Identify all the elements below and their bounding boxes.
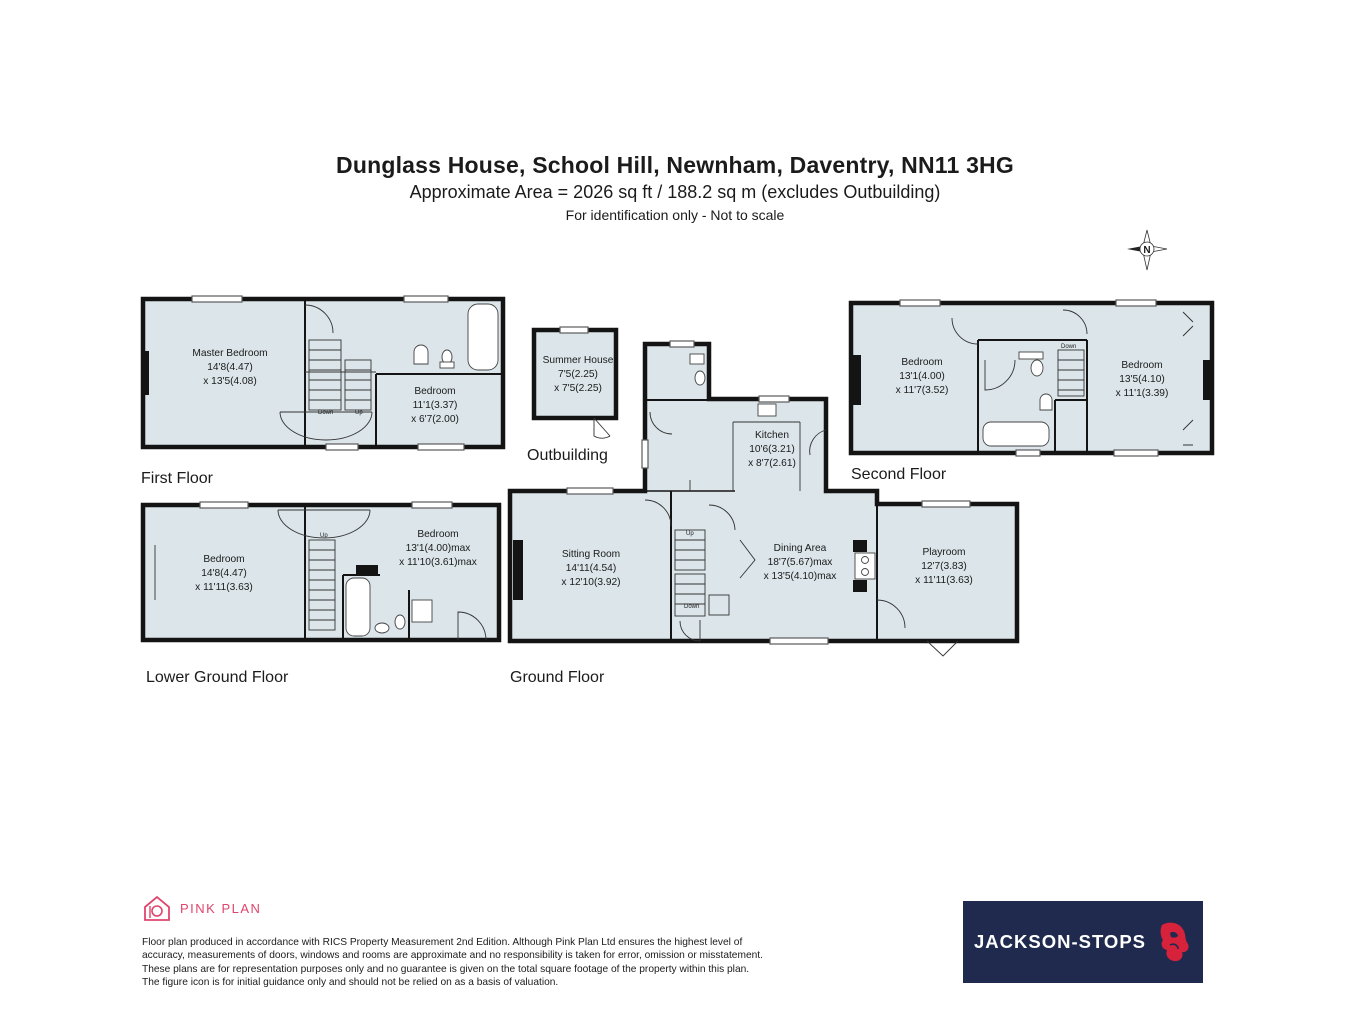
room-dim: x 11'11(3.63): [195, 582, 253, 593]
floor-label-lower-ground: Lower Ground Floor: [146, 669, 289, 686]
room-dim: x 6'7(2.00): [411, 414, 459, 425]
agent-logo: [963, 901, 1203, 983]
room-dim: 13'1(4.00): [899, 371, 945, 382]
room-dim: 7'5(2.25): [558, 369, 598, 380]
room-dim: 14'11(4.54): [565, 563, 617, 574]
room-dim: x 11'1(3.39): [1115, 388, 1169, 399]
room-dim: 12'7(3.83): [921, 561, 967, 572]
room-dim: x 11'11(3.63): [915, 575, 973, 586]
floor-label-ground: Ground Floor: [510, 669, 605, 686]
room-dim: 14'8(4.47): [201, 568, 247, 579]
floor-label-first: First Floor: [141, 470, 213, 487]
room-name: Summer House: [542, 355, 614, 366]
floor-label-second: Second Floor: [851, 466, 947, 483]
stair-label-up: Up: [320, 533, 328, 539]
room-name: Playroom: [922, 547, 966, 558]
lion-crest-icon: [1156, 919, 1192, 965]
pink-plan-logo: [142, 894, 261, 922]
stair-label-down: Down: [318, 410, 334, 416]
room-dim: x 11'7(3.52): [895, 385, 949, 396]
room-dim: 10'6(3.21): [749, 444, 795, 455]
room-name: Bedroom: [203, 554, 245, 565]
stair-label-down: Down: [1061, 344, 1077, 350]
pink-plan-name: PINK PLAN: [180, 900, 262, 916]
room-dim: 11'1(3.37): [412, 400, 458, 411]
room-dim: x 13'5(4.08): [203, 376, 257, 387]
room-name: Bedroom: [417, 529, 459, 540]
disclaimer-text: Floor plan produced in accordance with RICS Property Measurement 2nd Edition. Although Pink Plan Ltd ensures the highest level of accuracy, measurements of doors, windows and rooms are approximate and no responsibility is taken for error, omission or misstatement. These plans are for representation purposes only and no guarantee is given on the total square footage of the property within this plan. The figure icon is for initial guidance only and should not be relied on as a basis of valuation.: [142, 937, 763, 988]
room-dim: 13'1(4.00)max: [405, 543, 471, 554]
compass-label: N: [1143, 245, 1151, 256]
room-dim: 14'8(4.47): [207, 362, 253, 373]
room-dim: x 8'7(2.61): [748, 458, 796, 469]
agent-name: JACKSON-STOPS: [974, 931, 1146, 952]
floor-label-outbuilding: Outbuilding: [527, 447, 608, 464]
room-name: Dining Area: [773, 543, 827, 554]
room-name: Bedroom: [901, 357, 943, 368]
room-dim: 13'5(4.10): [1119, 374, 1165, 385]
stair-label-up: Up: [686, 531, 694, 537]
room-dim: 18'7(5.67)max: [767, 557, 833, 568]
room-name: Sitting Room: [561, 549, 621, 560]
approximate-area: Approximate Area = 2026 sq ft / 188.2 sq m (excludes Outbuilding): [409, 182, 941, 202]
room-dim: x 12'10(3.92): [561, 577, 621, 588]
property-title: Dunglass House, School Hill, Newnham, Daventry, NN11 3HG: [336, 152, 1014, 178]
first-floor-plan: [141, 296, 503, 450]
outbuilding-plan: [534, 327, 616, 438]
house-logo-icon: [142, 894, 172, 922]
room-dim: x 7'5(2.25): [554, 383, 602, 394]
room-name: Bedroom: [414, 386, 456, 397]
stair-label-down: Down: [684, 604, 700, 610]
scale-note: For identification only - Not to scale: [565, 207, 785, 223]
room-dim: x 11'10(3.61)max: [399, 557, 477, 568]
room-name: Master Bedroom: [192, 348, 268, 359]
room-name: Kitchen: [755, 430, 789, 441]
stair-label-up: Up: [355, 410, 363, 416]
lower-ground-floor-plan: [143, 502, 499, 640]
room-dim: x 13'5(4.10)max: [763, 571, 837, 582]
room-name: Bedroom: [1121, 360, 1163, 371]
compass-icon: [1127, 230, 1167, 270]
second-floor-plan: [851, 300, 1212, 456]
